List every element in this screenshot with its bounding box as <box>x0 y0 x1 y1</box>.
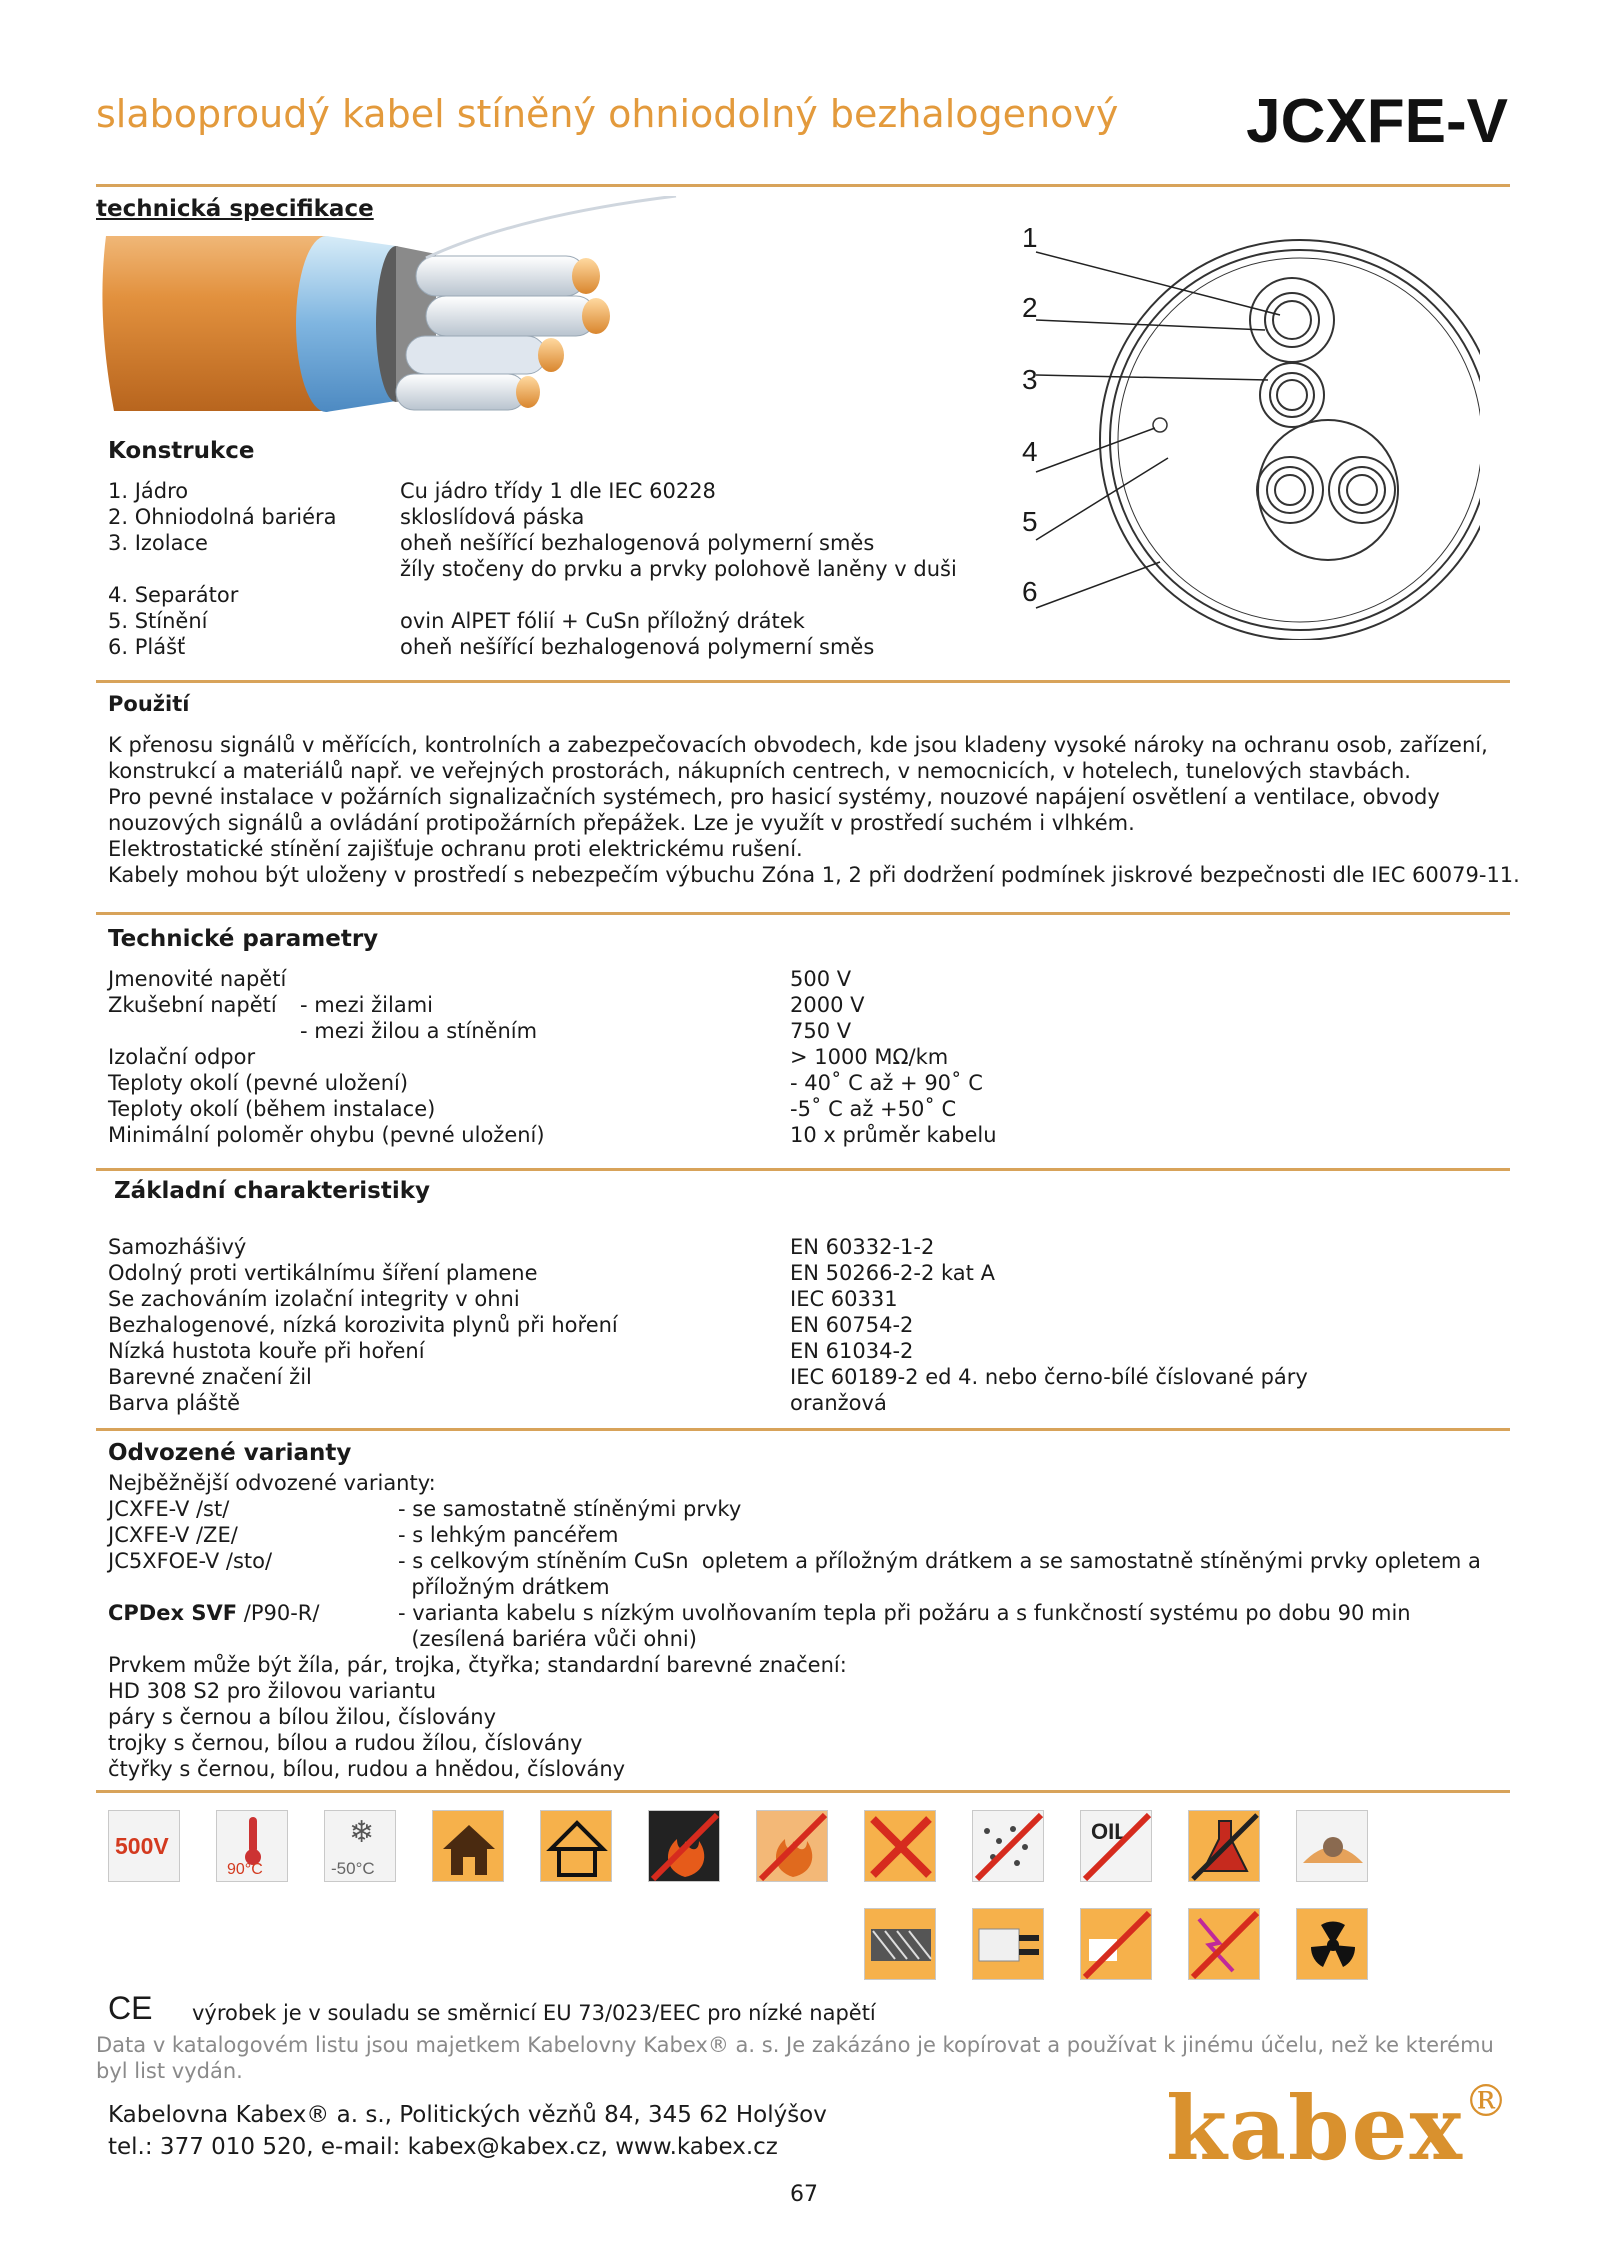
page-subtitle: slaboproudý kabel stíněný ohniodolný bezhalogenový <box>96 92 1119 136</box>
variant-code: JCXFE-V /ZE/ <box>108 1523 238 1547</box>
outdoor-house-icon <box>540 1810 612 1882</box>
char-label: Odolný proti vertikálnímu šíření plamene <box>108 1261 538 1285</box>
chemical-resistant-icon <box>1188 1810 1260 1882</box>
diagram-label-4: 4 <box>1022 436 1038 467</box>
variant-desc: - se samostatně stíněnými prvky <box>398 1497 742 1521</box>
konstrukce-value: žíly stočeny do prvku a prvky polohově laněny v duši <box>400 557 957 581</box>
variant-code-bold: CPDex SVF <box>108 1601 238 1625</box>
konstrukce-list <box>108 478 1008 664</box>
cross-section-diagram <box>1000 210 1480 640</box>
varianty-note: Prvkem může být žíla, pár, trojka, čtyřka; standardní barevné značení: <box>108 1653 847 1677</box>
variant-desc: (zesílená bariéra vůči ohni) <box>398 1627 697 1651</box>
footer-contact: tel.: 377 010 520, e-mail: kabex@kabex.cz, www.kabex.cz <box>108 2134 778 2160</box>
char-label: Bezhalogenové, nízká korozivita plynů při hoření <box>108 1313 618 1337</box>
radiation-resistant-icon <box>1296 1908 1368 1980</box>
direct-burial-icon <box>1080 1908 1152 1980</box>
param-sub: - mezi žilou a stíněním <box>300 1019 538 1043</box>
charakteristiky-title: Základní charakteristiky <box>114 1178 430 1204</box>
char-label: Barva pláště <box>108 1391 241 1415</box>
oil-resistant-icon <box>1080 1810 1152 1882</box>
variant-code: /P90-R/ <box>237 1601 320 1625</box>
diagram-label-1: 1 <box>1022 222 1038 253</box>
armored-icon <box>972 1908 1044 1980</box>
cable-illustration <box>96 196 736 446</box>
flame-retardant-icon <box>648 1810 720 1882</box>
char-value: oranžová <box>790 1391 887 1415</box>
min-temperature-label: -50°C <box>331 1859 375 1878</box>
divider <box>96 912 1510 915</box>
uv-resistant-icon <box>1188 1908 1260 1980</box>
konstrukce-label: 4. Separátor <box>108 583 239 607</box>
konstrukce-label: 2. Ohniodolná bariéra <box>108 505 337 529</box>
variant-desc: - s celkovým stíněním CuSn opletem a příložným drátkem a se samostatně stíněnými prvky opletem a <box>398 1549 1481 1573</box>
param-label: Jmenovité napětí <box>108 967 287 991</box>
param-value: -5˚ C až +50˚ C <box>790 1097 957 1121</box>
param-label: Izolační odpor <box>108 1045 256 1069</box>
konstrukce-label: 6. Plášť <box>108 635 186 659</box>
param-value: 2000 V <box>790 993 865 1017</box>
disclaimer-line: Data v katalogovém listu jsou majetkem Kabelovny Kabex® a. s. Je zakázáno je kopírovat a používat k jinému účelu, než ke kterému <box>96 2033 1494 2057</box>
variant-code: JC5XFOE-V /sto/ <box>108 1549 273 1573</box>
param-value: > 1000 MΩ/km <box>790 1045 949 1069</box>
ce-text: výrobek je v souladu se směrnicí EU 73/023/EEC pro nízké napětí <box>192 2001 876 2025</box>
param-value: 500 V <box>790 967 852 991</box>
char-value: EN 60754-2 <box>790 1313 914 1337</box>
divider <box>96 680 1510 683</box>
konstrukce-title: Konstrukce <box>108 438 255 464</box>
varianty-note: HD 308 S2 pro žilovou variantu <box>108 1679 437 1703</box>
spec-title: technická specifikace <box>96 196 374 222</box>
konstrukce-label: 3. Izolace <box>108 531 208 555</box>
shielded-icon <box>864 1908 936 1980</box>
konstrukce-value: Cu jádro třídy 1 dle IEC 60228 <box>400 479 716 503</box>
max-temperature-icon <box>216 1810 288 1882</box>
pouziti-line: nouzových signálů a ovládání protipožárních přepážek. Lze je využít v prostředí suchém i vlhkém. <box>108 811 1135 835</box>
ce-mark: CE <box>108 1990 153 2026</box>
char-value: EN 50266-2-2 kat A <box>790 1261 995 1285</box>
divider <box>96 1168 1510 1171</box>
char-label: Barevné značení žil <box>108 1365 312 1389</box>
cable-cross-section <box>1100 240 1480 640</box>
variant-code: JCXFE-V /st/ <box>108 1497 230 1521</box>
variant-desc: - s lehkým pancéřem <box>398 1523 619 1547</box>
voltage-label: 500V <box>115 1833 169 1859</box>
param-label: Teploty okolí (během instalace) <box>108 1097 436 1121</box>
param-label: Minimální poloměr ohybu (pevné uložení) <box>108 1123 545 1147</box>
variant-desc: příložným drátkem <box>398 1575 610 1599</box>
param-sub: - mezi žilami <box>300 993 434 1017</box>
pouziti-title: Použití <box>108 692 190 716</box>
varianty-notes <box>108 1652 847 1782</box>
max-temperature-label: 90°C <box>227 1861 263 1878</box>
char-label: Se zachováním izolační integrity v ohni <box>108 1287 520 1311</box>
product-code: JCXFE-V <box>1246 87 1508 156</box>
param-value: 750 V <box>790 1019 852 1043</box>
char-value: IEC 60189-2 ed 4. nebo černo-bílé číslované páry <box>790 1365 1308 1389</box>
diagram-label-3: 3 <box>1022 364 1038 395</box>
halogen-free-icon <box>864 1810 936 1882</box>
variant-desc: - varianta kabelu s nízkým uvolňovaním tepla při požáru a s funkčností systému po dobu 90 min <box>398 1601 1411 1625</box>
divider <box>96 184 1510 187</box>
voltage-icon <box>108 1810 180 1882</box>
char-value: IEC 60331 <box>790 1287 898 1311</box>
pouziti-line: Elektrostatické stínění zajišťuje ochranu proti elektrickému rušení. <box>108 837 803 861</box>
char-label: Nízká hustota kouře při hoření <box>108 1339 425 1363</box>
pouziti-text <box>108 732 1520 888</box>
diagram-label-6: 6 <box>1022 576 1038 607</box>
parametry-title: Technické parametry <box>108 926 379 952</box>
varianty-title: Odvozené varianty <box>108 1440 352 1466</box>
kabex-registered-mark: ® <box>1464 2076 1508 2127</box>
min-temperature-icon: ❄ -50°C <box>324 1810 396 1882</box>
param-value: - 40˚ C až + 90˚ C <box>790 1071 983 1095</box>
char-label: Samozhášivý <box>108 1235 247 1259</box>
param-value: 10 x průměr kabelu <box>790 1123 997 1147</box>
kabex-logo-text: kabex <box>1166 2076 1464 2180</box>
diagram-label-2: 2 <box>1022 292 1038 323</box>
charakteristiky-table <box>108 1234 1408 1420</box>
pouziti-line: Pro pevné instalace v požárních signalizačních systémech, pro hasicí systémy, nouzové napájení osvětlení a ventilace, obvody <box>108 785 1440 809</box>
varianty-note: páry s černou a bílou žilou, číslovány <box>108 1705 497 1729</box>
pouziti-line: Kabely mohou být uloženy v prostředí s nebezpečím výbuchu Zóna 1, 2 při dodržení podmínek jiskrové bezpečnosti dle IEC 60079-11. <box>108 863 1520 887</box>
konstrukce-value: oheň nešířící bezhalogenová polymerní směs <box>400 531 875 555</box>
varianty-note: trojky s černou, bílou a rudou žílou, číslovány <box>108 1731 583 1755</box>
pouziti-line: K přenosu signálů v měřících, kontrolních a zabezpečovacích obvodech, kde jsou kladeny vysoké nároky na ochranu osob, zařízení, <box>108 733 1488 757</box>
low-smoke-icon <box>972 1810 1044 1882</box>
rodent-resistant-icon <box>1296 1810 1368 1882</box>
pouziti-line: konstrukcí a materiálů např. ve veřejných prostorách, nákupních centrech, v nemocnicích, v hotelech, tunelových stavbách. <box>108 759 1411 783</box>
disclaimer-line: byl list vydán. <box>96 2059 243 2083</box>
indoor-house-icon <box>432 1810 504 1882</box>
diagram-label-5: 5 <box>1022 506 1038 537</box>
page-number: 67 <box>790 2182 818 2207</box>
varianty-intro: Nejběžnější odvozené varianty: <box>108 1471 436 1495</box>
footer-address: Kabelovna Kabex® a. s., Politických vězňů 84, 345 62 Holýšov <box>108 2102 827 2128</box>
kabex-logo <box>1166 2076 1508 2180</box>
oil-label: OIL <box>1091 1819 1128 1844</box>
char-value: EN 61034-2 <box>790 1339 914 1363</box>
char-value: EN 60332-1-2 <box>790 1235 935 1259</box>
param-label: Teploty okolí (pevné uložení) <box>108 1071 409 1095</box>
no-fire-spread-icon <box>756 1810 828 1882</box>
varianty-table <box>108 1496 1508 1656</box>
divider <box>96 1790 1510 1793</box>
konstrukce-value: oheň nešířící bezhalogenová polymerní směs <box>400 635 875 659</box>
varianty-note: čtyřky s černou, bílou, rudou a hnědou, číslovány <box>108 1757 626 1781</box>
konstrukce-label: 1. Jádro <box>108 479 189 503</box>
parametry-table <box>108 966 1408 1152</box>
divider <box>96 1428 1510 1431</box>
konstrukce-label: 5. Stínění <box>108 609 208 633</box>
param-label: Zkušební napětí <box>108 993 277 1017</box>
konstrukce-value: skloslídová páska <box>400 505 585 529</box>
konstrukce-value: ovin AlPET fólií + CuSn příložný drátek <box>400 609 805 633</box>
